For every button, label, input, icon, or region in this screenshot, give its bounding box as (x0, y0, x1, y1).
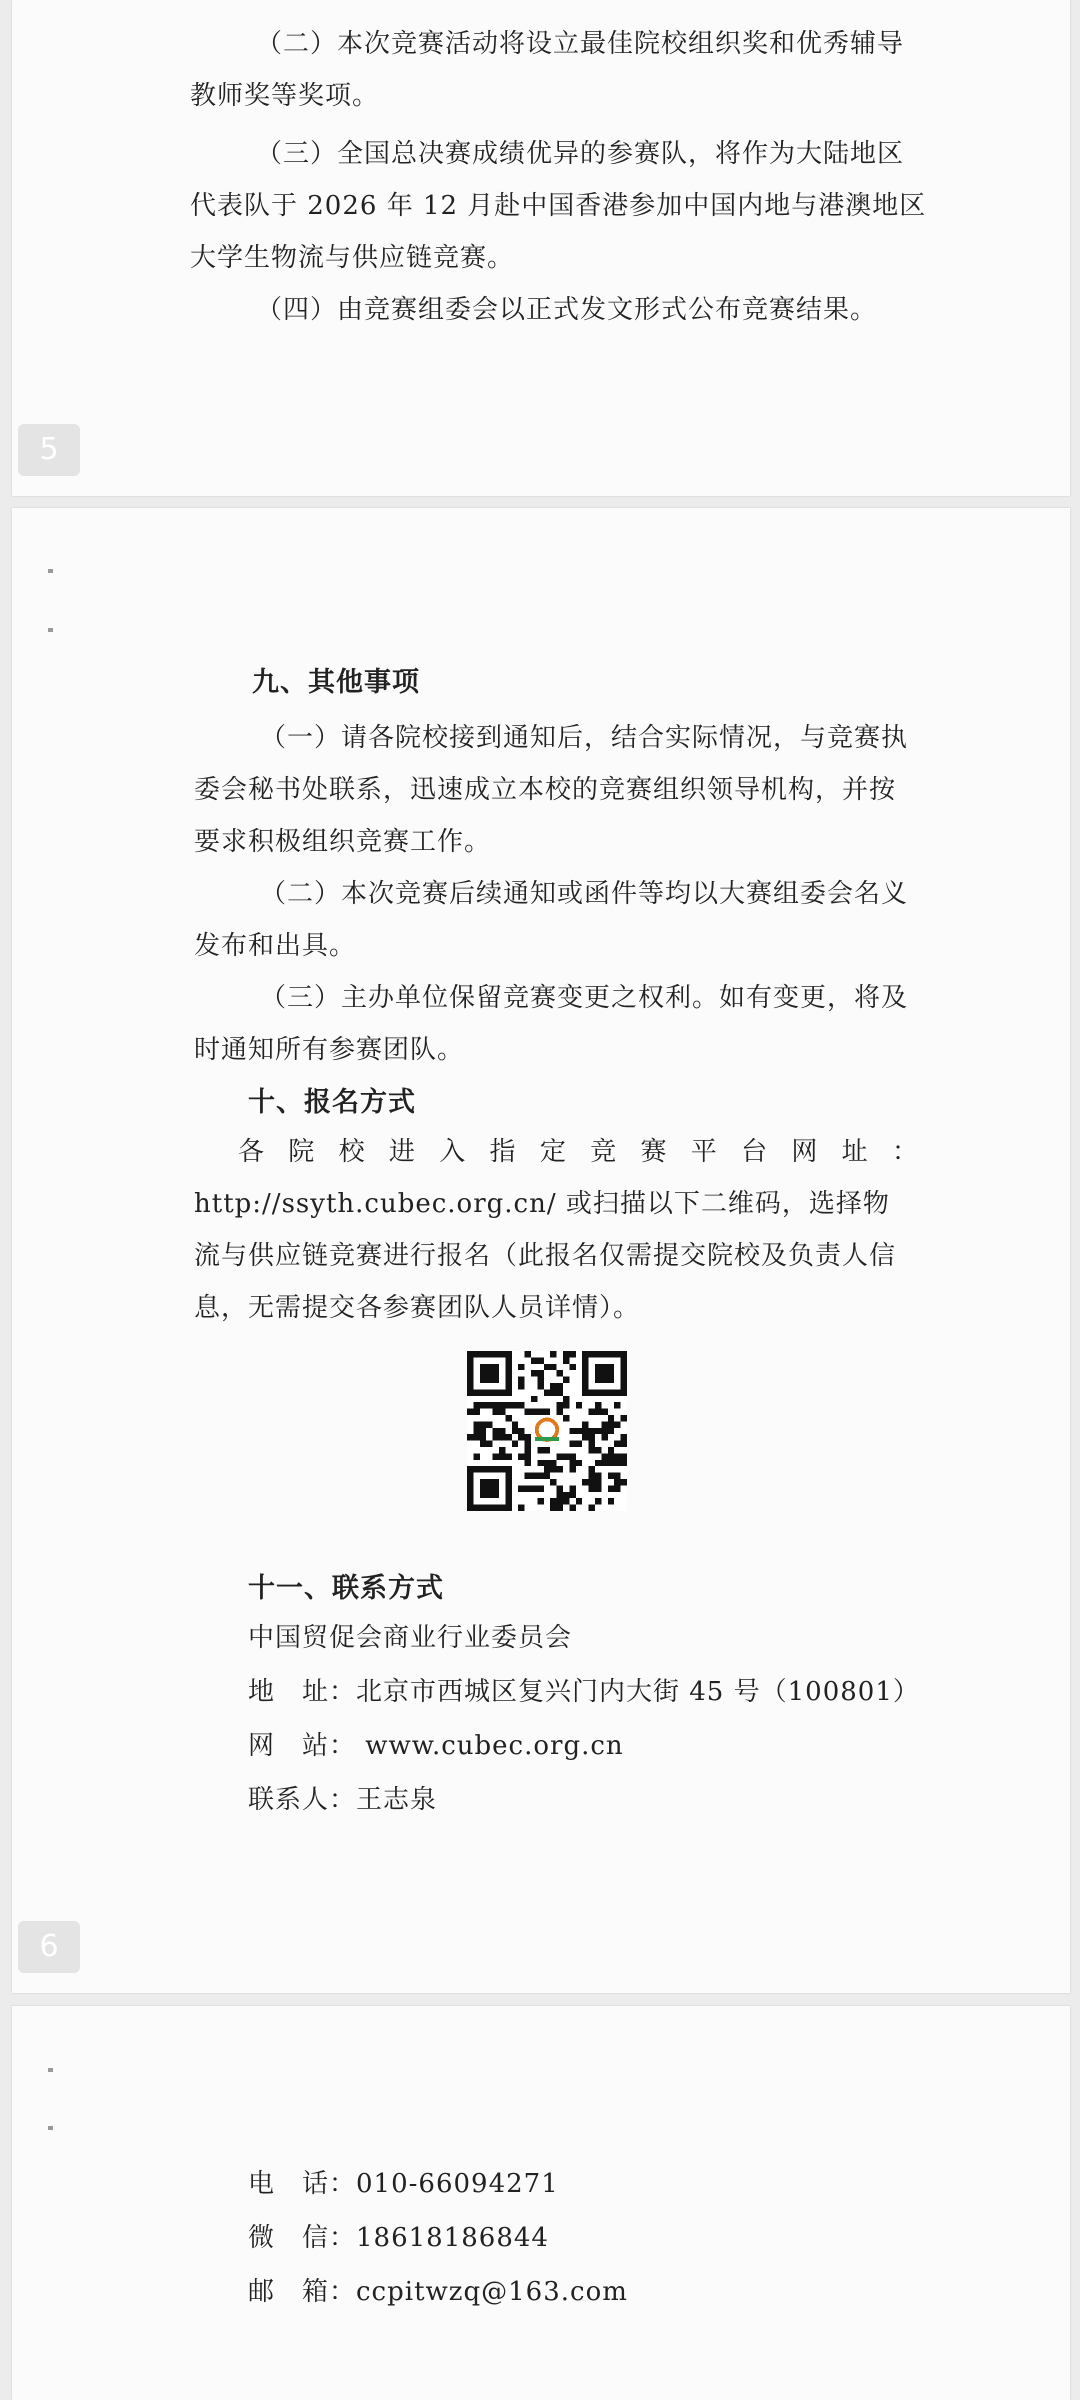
section-heading-contact: 十一、联系方式 (248, 1573, 444, 1604)
qr-logo-bar (535, 1437, 559, 1441)
contact-wechat: 微 信：18618186844 (248, 2223, 549, 2253)
section-heading-other-matters: 九、其他事项 (252, 667, 420, 698)
other-matters-line-5: 发布和出具。 (194, 931, 357, 961)
contact-email[interactable]: 邮 箱：ccpitwzq@163.com (248, 2277, 628, 2307)
contact-address: 地 址：北京市西城区复兴门内大街 45 号（100801） (248, 1677, 920, 1707)
registration-line-3: 流与供应链竞赛进行报名（此报名仅需提交院校及负责人信 (194, 1241, 897, 1271)
award-setup-line-1: （二）本次竞赛活动将设立最佳院校组织奖和优秀辅导 (256, 29, 905, 59)
document-page-5 (12, 0, 1070, 496)
contact-phone: 电 话：010-66094271 (248, 2169, 559, 2199)
scan-mark (48, 2126, 53, 2130)
registration-line-4: 息，无需提交各参赛团队人员详情）。 (194, 1293, 641, 1323)
document-page-7 (12, 2006, 1070, 2400)
other-matters-line-4: （二）本次竞赛后续通知或函件等均以大赛组委会名义 (260, 879, 909, 909)
contact-website[interactable]: 网 站： www.cubec.org.cn (248, 1731, 624, 1761)
scan-mark (48, 2068, 53, 2072)
finals-line-2: 代表队于 2026 年 12 月赴中国香港参加中国内地与港澳地区 (190, 191, 927, 221)
qr-code-graphic (467, 1351, 627, 1511)
page-number: 6 (18, 1921, 80, 1973)
registration-qr-code[interactable] (467, 1351, 627, 1511)
document-page-6 (12, 508, 1070, 1993)
other-matters-line-2: 委会秘书处联系，迅速成立本校的竞赛组织领导机构，并按 (194, 775, 897, 805)
finals-line-1: （三）全国总决赛成绩优异的参赛队，将作为大陆地区 (256, 139, 905, 169)
registration-url-line[interactable]: http://ssyth.cubec.org.cn/ 或扫描以下二维码，选择物 (194, 1189, 890, 1219)
scan-mark (48, 569, 53, 573)
other-matters-line-3: 要求积极组织竞赛工作。 (194, 827, 492, 857)
other-matters-line-7: 时通知所有参赛团队。 (194, 1035, 465, 1065)
award-setup-line-2: 教师奖等奖项。 (190, 81, 380, 111)
contact-organization: 中国贸促会商业行业委员会 (248, 1623, 573, 1653)
page-number: 5 (18, 424, 80, 476)
other-matters-line-6: （三）主办单位保留竞赛变更之权利。如有变更，将及 (260, 983, 909, 1013)
results-line: （四）由竞赛组委会以正式发文形式公布竞赛结果。 (256, 295, 878, 325)
registration-line-1: 各院校进入指定竞赛平台网址： (238, 1137, 918, 1167)
other-matters-line-1: （一）请各院校接到通知后，结合实际情况，与竞赛执 (260, 723, 909, 753)
finals-line-3: 大学生物流与供应链竞赛。 (190, 243, 515, 273)
section-heading-registration: 十、报名方式 (248, 1087, 416, 1118)
contact-person: 联系人：王志泉 (248, 1785, 438, 1815)
scan-mark (48, 628, 53, 632)
